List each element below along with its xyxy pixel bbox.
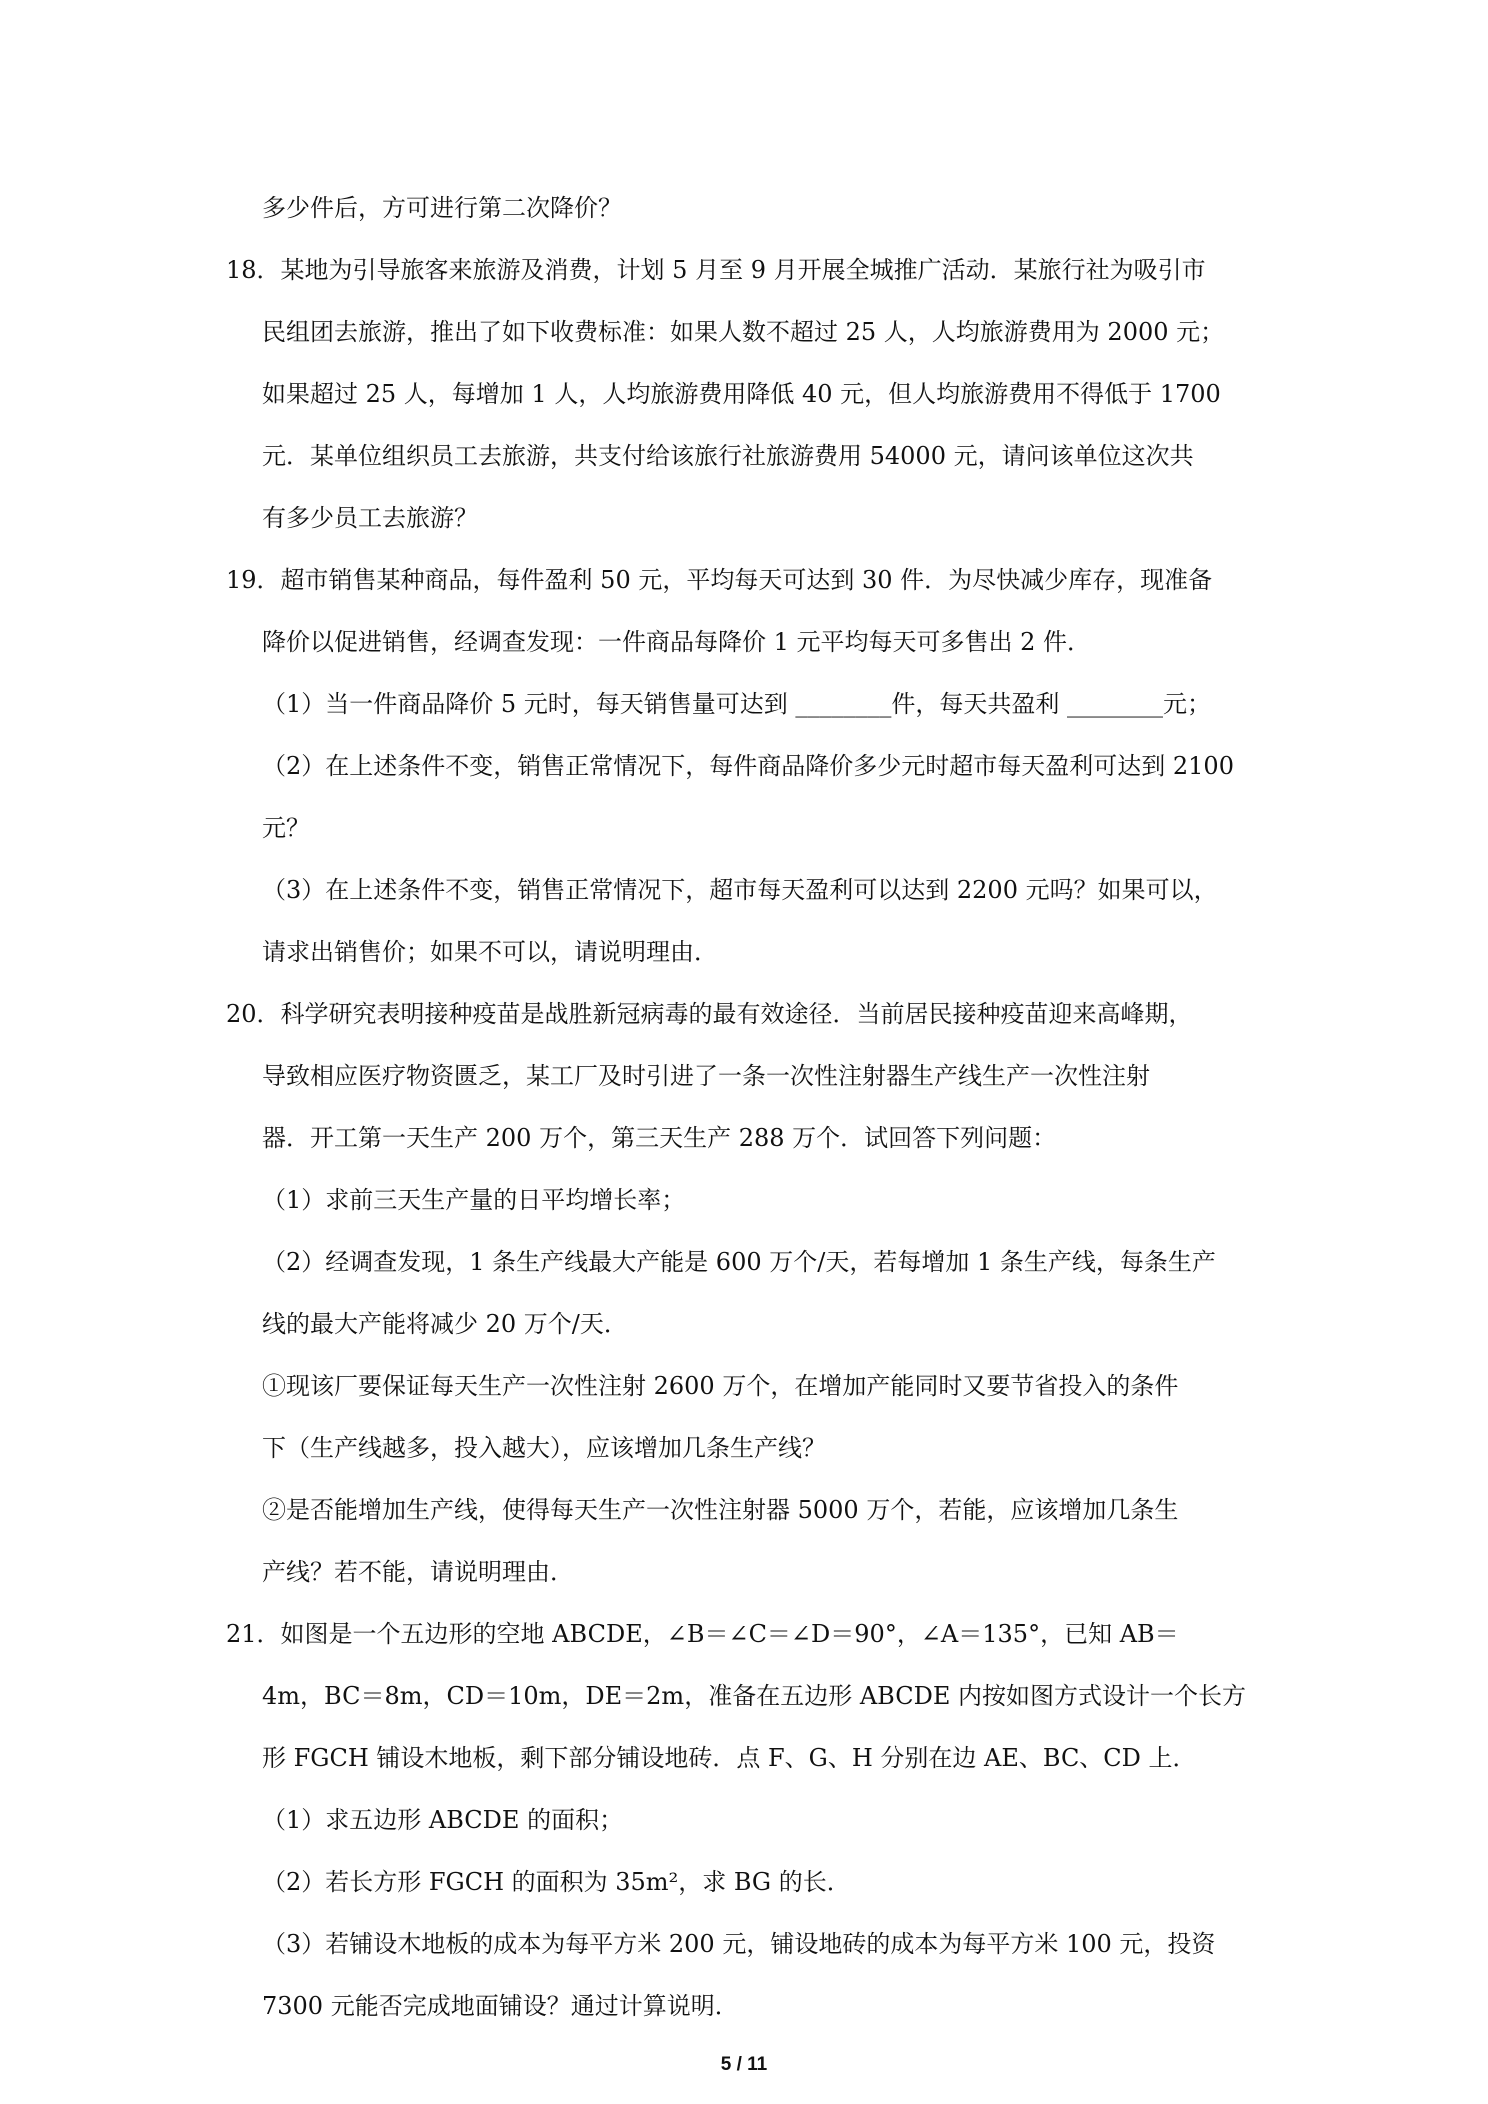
question-21-line-1 xyxy=(226,1618,1179,1650)
question-19-number: 19． xyxy=(226,566,281,594)
question-20-item-2-line-2: 产线？若不能，请说明理由． xyxy=(262,1558,574,1586)
question-19-text: 超市销售某种商品，每件盈利 50 元，平均每天可达到 30 件．为尽快减少库存，现准备 xyxy=(280,566,1213,594)
carry-over-line: 多少件后，方可进行第二次降价？ xyxy=(262,194,622,222)
question-18-text: 某地为引导旅客来旅游及消费，计划 5 月至 9 月开展全城推广活动．某旅行社为吸引市 xyxy=(280,256,1206,284)
question-18-line-4: 元．某单位组织员工去旅游，共支付给该旅行社旅游费用 54000 元，请问该单位这次共 xyxy=(262,442,1194,470)
question-18-line-5: 有多少员工去旅游？ xyxy=(262,504,478,532)
question-21-line-3: 形 FGCH 铺设木地板，剩下部分铺设地砖．点 F、G、H 分别在边 AE、BC、CD 上． xyxy=(262,1744,1197,1772)
question-20-item-1-line-2: 下（生产线越多，投入越大），应该增加几条生产线？ xyxy=(262,1434,826,1462)
question-18-number: 18． xyxy=(226,256,281,284)
question-21-part-3-line-1: （3）若铺设木地板的成本为每平方米 200 元，铺设地砖的成本为每平方米 100 元，投资 xyxy=(262,1930,1216,1958)
question-20-text: 科学研究表明接种疫苗是战胜新冠病毒的最有效途径．当前居民接种疫苗迎来高峰期， xyxy=(280,1000,1193,1028)
question-19-part-3-line-1: （3）在上述条件不变，销售正常情况下，超市每天盈利可以达到 2200 元吗？如果可以， xyxy=(262,876,1218,904)
question-21-part-1: （1）求五边形 ABCDE 的面积； xyxy=(262,1806,624,1834)
question-19-part-2-line-2: 元？ xyxy=(262,814,310,842)
question-19-line-1 xyxy=(226,564,1212,596)
question-19-part-3-line-2: 请求出销售价；如果不可以，请说明理由． xyxy=(262,938,718,966)
question-21-text: 如图是一个五边形的空地 ABCDE，∠B＝∠C＝∠D＝90°，∠A＝135°，已知 AB＝ xyxy=(280,1620,1179,1648)
question-21-line-2: 4m，BC＝8m，CD＝10m，DE＝2m，准备在五边形 ABCDE 内按如图方式设计一个长方 xyxy=(262,1682,1246,1710)
question-20-line-2: 导致相应医疗物资匮乏，某工厂及时引进了一条一次性注射器生产线生产一次性注射 xyxy=(262,1062,1150,1090)
question-20-line-3: 器．开工第一天生产 200 万个，第三天生产 288 万个．试回答下列问题： xyxy=(262,1124,1057,1152)
question-18-line-3: 如果超过 25 人，每增加 1 人，人均旅游费用降低 40 元，但人均旅游费用不得低于 1700 xyxy=(262,380,1221,408)
question-21-part-3-line-2: 7300 元能否完成地面铺设？通过计算说明． xyxy=(262,1992,739,2020)
question-20-part-2-line-2: 线的最大产能将减少 20 万个/天． xyxy=(262,1310,628,1338)
question-19-line-2: 降价以促进销售，经调查发现：一件商品每降价 1 元平均每天可多售出 2 件． xyxy=(262,628,1092,656)
question-20-number: 20． xyxy=(226,1000,281,1028)
question-19-part-2-line-1: （2）在上述条件不变，销售正常情况下，每件商品降价多少元时超市每天盈利可达到 2100 xyxy=(262,752,1234,780)
question-18-line-1 xyxy=(226,254,1206,286)
page-number: 5 / 11 xyxy=(720,2054,768,2075)
question-20-part-2-line-1: （2）经调查发现，1 条生产线最大产能是 600 万个/天，若每增加 1 条生产线，每条生产 xyxy=(262,1248,1216,1276)
question-18-line-2: 民组团去旅游，推出了如下收费标准：如果人数不超过 25 人，人均旅游费用为 2000 元； xyxy=(262,318,1225,346)
question-20-line-1 xyxy=(226,998,1193,1030)
question-19-part-1: （1）当一件商品降价 5 元时，每天销售量可达到 ________件，每天共盈利 ________元； xyxy=(262,690,1212,718)
question-20-part-1: （1）求前三天生产量的日平均增长率； xyxy=(262,1186,686,1214)
question-21-part-2: （2）若长方形 FGCH 的面积为 35m²，求 BG 的长． xyxy=(262,1868,851,1896)
question-21-number: 21． xyxy=(226,1620,281,1648)
question-20-item-2-line-1: ②是否能增加生产线，使得每天生产一次性注射器 5000 万个，若能，应该增加几条生 xyxy=(262,1496,1179,1524)
question-20-item-1-line-1: ①现该厂要保证每天生产一次性注射 2600 万个，在增加产能同时又要节省投入的条件 xyxy=(262,1372,1179,1400)
